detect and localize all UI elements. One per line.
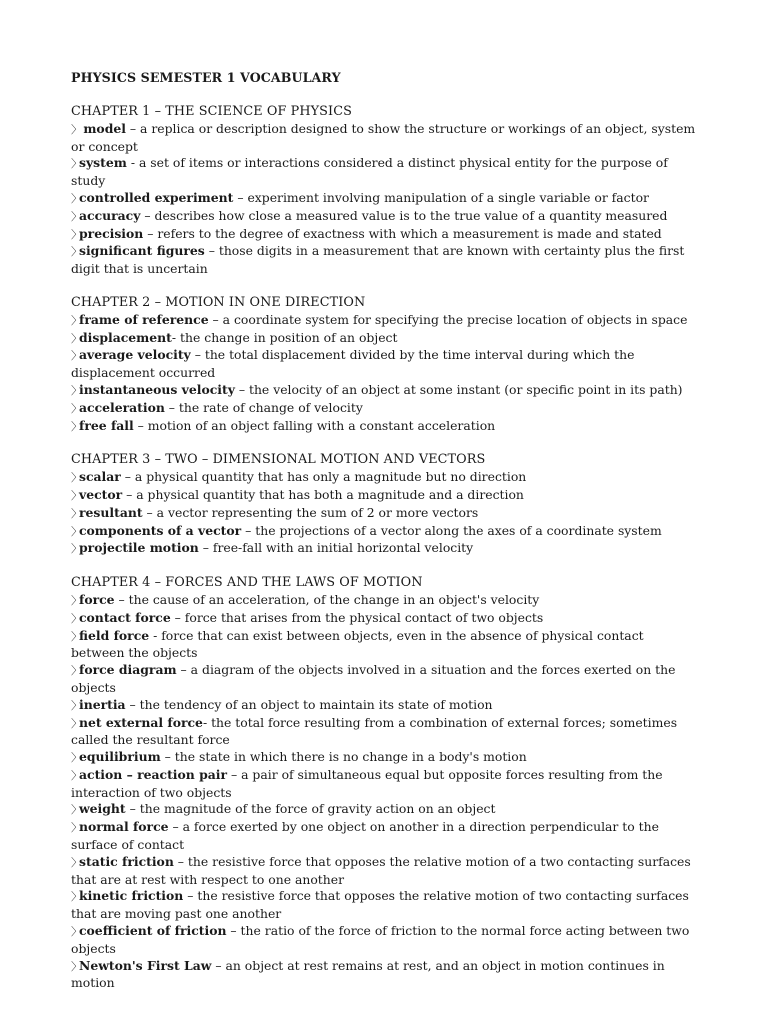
vocabulary-term: static friction [79, 853, 174, 869]
bullet-arrow-icon: 〉 [71, 471, 82, 485]
vocabulary-entry [71, 628, 697, 663]
bullet-arrow-icon: 〉 [71, 209, 82, 223]
vocabulary-entry [71, 819, 697, 854]
vocabulary-entry [71, 208, 697, 226]
bullet-arrow-icon: 〉 [71, 157, 82, 171]
vocabulary-term: free fall [79, 417, 134, 433]
vocabulary-document [71, 70, 697, 1009]
vocabulary-term: scalar [79, 469, 121, 485]
bullet-arrow-icon: 〉 [71, 401, 82, 415]
bullet-arrow-icon: 〉 [71, 751, 82, 765]
vocabulary-entry [71, 854, 697, 889]
bullet-arrow-icon: 〉 [71, 331, 82, 345]
vocabulary-definition: – the velocity of an object at some instant (or specific point in its path) [234, 381, 683, 397]
vocabulary-entry [71, 540, 697, 558]
vocabulary-term: significant figures [79, 243, 205, 259]
vocabulary-entry [71, 923, 697, 958]
bullet-arrow-icon: 〉 [71, 524, 82, 538]
vocabulary-term: controlled experiment [79, 189, 234, 205]
chapter-section [71, 295, 697, 435]
vocabulary-term: projectile motion [79, 540, 199, 556]
vocabulary-definition: – a vector representing the sum of 2 or more vectors [142, 504, 479, 520]
vocabulary-term: vector [79, 486, 123, 502]
vocabulary-entry [71, 715, 697, 750]
vocabulary-definition: – a replica or description designed to show the structure or workings of an object, system or concept [71, 120, 696, 154]
vocabulary-term: contact force [79, 609, 171, 625]
vocabulary-term: inertia [79, 696, 126, 712]
bullet-arrow-icon: 〉 [71, 698, 82, 712]
vocabulary-term: frame of reference [79, 311, 209, 327]
vocabulary-definition: – the rate of change of velocity [164, 399, 363, 415]
vocabulary-definition: – a physical quantity that has only a magnitude but no direction [120, 469, 527, 485]
vocabulary-definition: – refers to the degree of exactness with which a measurement is made and stated [143, 225, 662, 241]
vocabulary-definition: – a pair of simultaneous equal but opposite forces resulting from the interaction of two objects [71, 766, 663, 800]
bullet-arrow-icon: 〉 [71, 419, 82, 433]
chapter-list [71, 104, 697, 992]
vocabulary-definition: – describes how close a measured value is to the true value of a quantity measured [140, 207, 668, 223]
vocabulary-term: kinetic friction [79, 888, 184, 904]
chapter-heading: CHAPTER 1 – THE SCIENCE OF PHYSICS [71, 104, 352, 119]
bullet-arrow-icon: 〉 [71, 313, 82, 327]
vocabulary-term: resultant [79, 504, 143, 520]
bullet-arrow-icon: 〉 [71, 593, 82, 607]
vocabulary-definition: – a physical quantity that has both a magnitude and a direction [122, 486, 524, 502]
vocabulary-definition: – the resistive force that opposes the relative motion of two contacting surfaces that are moving past one another [71, 888, 689, 922]
vocabulary-definition: – the cause of an acceleration, of the change in an object's velocity [114, 591, 540, 607]
vocabulary-definition: – motion of an object falling with a constant acceleration [133, 417, 496, 433]
chapter-section [71, 575, 697, 992]
vocabulary-entry [71, 312, 697, 330]
bullet-arrow-icon: 〉 [71, 664, 82, 678]
vocabulary-term: components of a vector [79, 522, 242, 538]
vocabulary-term: precision [79, 225, 144, 241]
vocabulary-entry [71, 469, 697, 487]
chapter-heading: CHAPTER 4 – FORCES AND THE LAWS OF MOTION [71, 575, 423, 591]
chapter-heading: CHAPTER 3 – TWO – DIMENSIONAL MOTION AND VECTORS [71, 452, 486, 468]
vocabulary-definition: - the total force resulting from a combination of external forces; sometimes called the resultant force [71, 714, 678, 748]
vocabulary-term: instantaneous velocity [79, 381, 235, 397]
bullet-arrow-icon: 〉 [71, 803, 82, 817]
bullet-arrow-icon: 〉 [71, 716, 82, 730]
bullet-arrow-icon: 〉 [71, 191, 82, 205]
vocabulary-definition: – force that arises from the physical contact of two objects [170, 609, 544, 625]
vocabulary-definition: – experiment involving manipulation of a single variable or factor [233, 189, 649, 205]
vocabulary-term: system [79, 155, 127, 171]
bullet-arrow-icon: 〉 [71, 959, 82, 973]
vocabulary-definition: – the magnitude of the force of gravity action on an object [125, 801, 496, 817]
vocabulary-definition: – a diagram of the objects involved in a situation and the forces exerted on the objects [71, 662, 676, 695]
vocabulary-definition: – the projections of a vector along the axes of a coordinate system [241, 522, 662, 538]
vocabulary-term: weight [79, 801, 126, 817]
vocabulary-entry [71, 243, 697, 278]
vocabulary-entry [71, 662, 697, 697]
vocabulary-entry [71, 382, 697, 400]
vocabulary-entry [71, 226, 697, 244]
vocabulary-term: force diagram [79, 662, 177, 678]
chapter-heading: CHAPTER 2 – MOTION IN ONE DIRECTION [71, 294, 366, 310]
bullet-arrow-icon: 〉 [71, 245, 82, 259]
vocabulary-entry [71, 592, 697, 610]
bullet-arrow-icon: 〉 [71, 542, 82, 556]
vocabulary-entry [71, 505, 697, 523]
bullet-arrow-icon: 〉 [71, 349, 82, 363]
vocabulary-entry [71, 749, 697, 767]
vocabulary-entry [71, 801, 697, 819]
vocabulary-term: normal force [79, 819, 169, 835]
vocabulary-definition: – the resistive force that opposes the relative motion of a two contacting surfaces that are at rest with respect to one another [71, 853, 691, 887]
vocabulary-entry [71, 400, 697, 418]
bullet-arrow-icon: 〉 [71, 629, 82, 643]
vocabulary-entry [71, 121, 697, 156]
bullet-arrow-icon: 〉 [71, 383, 82, 397]
vocabulary-definition: – an object at rest remains at rest, and an object in motion continues in motion [71, 957, 665, 991]
document-title: PHYSICS SEMESTER 1 VOCABULARY [71, 70, 341, 85]
vocabulary-entry [71, 418, 697, 436]
vocabulary-entry [71, 523, 697, 541]
bullet-arrow-icon: 〉 [71, 488, 82, 502]
bullet-arrow-icon: 〉 [71, 122, 82, 136]
vocabulary-entry [71, 347, 697, 382]
vocabulary-term: force [79, 591, 115, 607]
vocabulary-definition: – those digits in a measurement that are known with certainty plus the first digit that is uncertain [71, 243, 685, 277]
vocabulary-entry [71, 487, 697, 505]
bullet-arrow-icon: 〉 [71, 821, 82, 835]
vocabulary-term: model [79, 120, 126, 136]
vocabulary-term: action – reaction pair [79, 766, 228, 782]
chapter-section [71, 104, 697, 278]
vocabulary-term: Newton's First Law [79, 957, 212, 973]
vocabulary-term: equilibrium [79, 749, 161, 765]
vocabulary-definition: - the change in position of an object [171, 329, 398, 345]
vocabulary-definition: - a set of items or interactions considered a distinct physical entity for the purpose of study [71, 155, 668, 189]
vocabulary-entry [71, 697, 697, 715]
vocabulary-term: displacement [79, 329, 172, 345]
vocabulary-entry [71, 155, 697, 190]
vocabulary-entry [71, 888, 697, 923]
vocabulary-term: accuracy [79, 207, 141, 223]
vocabulary-term: average velocity [79, 347, 191, 363]
vocabulary-definition: – free-fall with an initial horizontal velocity [198, 540, 474, 556]
chapter-section [71, 452, 697, 558]
vocabulary-entry [71, 958, 697, 993]
bullet-arrow-icon: 〉 [71, 890, 82, 904]
vocabulary-term: acceleration [79, 399, 165, 415]
vocabulary-definition: – the total displacement divided by the time interval during which the displacement occurred [71, 347, 635, 381]
bullet-arrow-icon: 〉 [71, 506, 82, 520]
vocabulary-term: field force [79, 627, 150, 643]
vocabulary-definition: – the state in which there is no change in a body's motion [160, 749, 527, 765]
vocabulary-entry [71, 610, 697, 628]
vocabulary-definition: - force that can exist between objects, even in the absence of physical contact between the objects [71, 627, 644, 661]
vocabulary-term: net external force [79, 714, 203, 730]
bullet-arrow-icon: 〉 [71, 227, 82, 241]
vocabulary-entry [71, 190, 697, 208]
bullet-arrow-icon: 〉 [71, 925, 82, 939]
vocabulary-definition: – the ratio of the force of friction to the normal force acting between two objects [71, 923, 690, 956]
bullet-arrow-icon: 〉 [71, 855, 82, 869]
vocabulary-entry [71, 767, 697, 802]
bullet-arrow-icon: 〉 [71, 611, 82, 625]
vocabulary-entry [71, 330, 697, 348]
vocabulary-definition: – a coordinate system for specifying the precise location of objects in space [208, 311, 688, 327]
vocabulary-definition: – the tendency of an object to maintain its state of motion [125, 696, 493, 712]
vocabulary-definition: – a force exerted by one object on another in a direction perpendicular to the surface of contact [71, 819, 659, 853]
vocabulary-term: coefficient of friction [79, 923, 227, 939]
bullet-arrow-icon: 〉 [71, 768, 82, 782]
